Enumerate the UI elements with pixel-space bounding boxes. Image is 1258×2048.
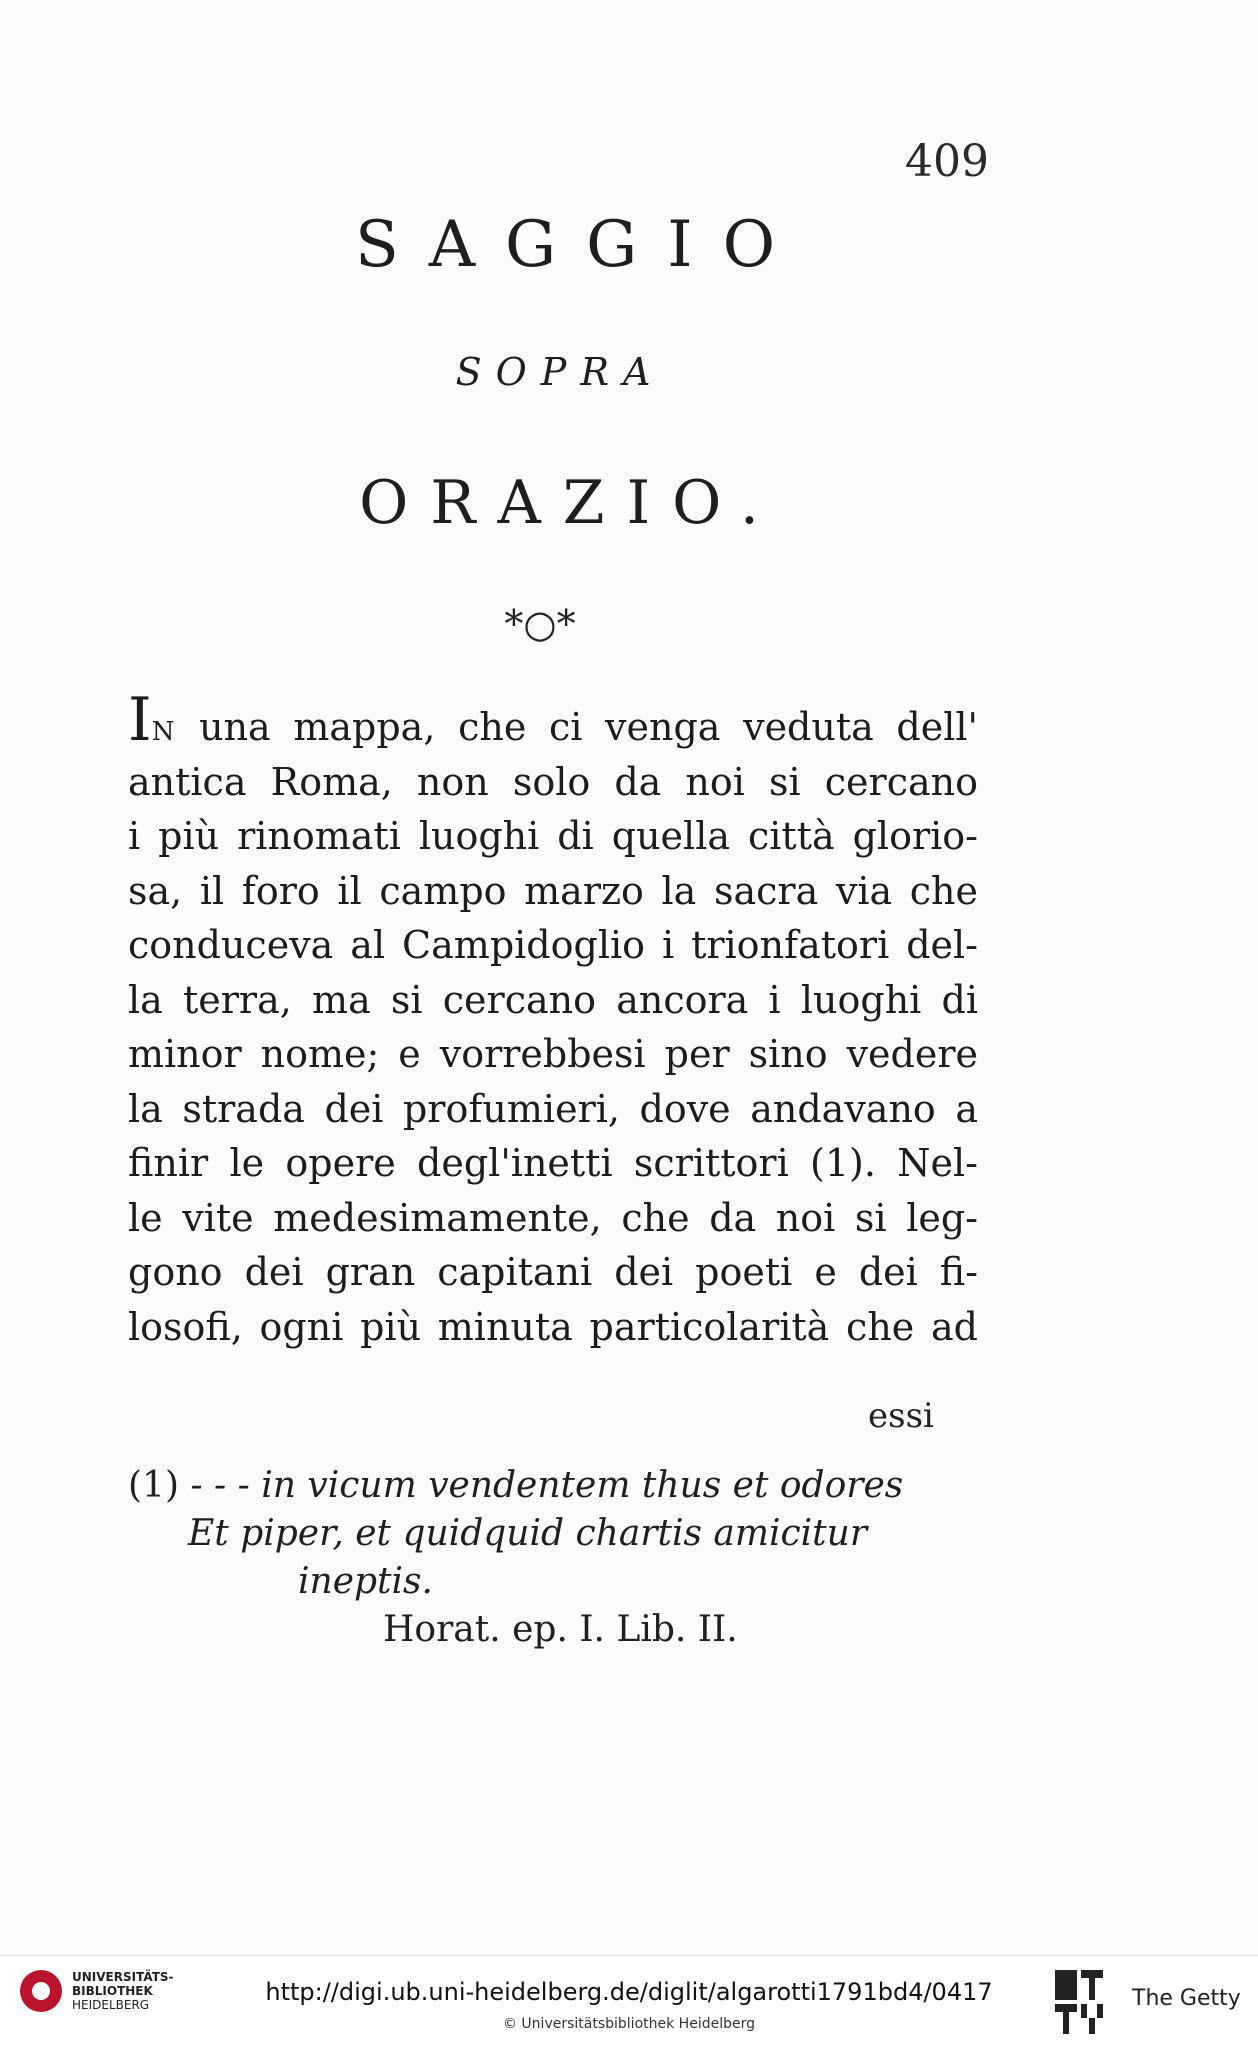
catchword: essi: [868, 1396, 934, 1436]
footnote: [128, 1462, 978, 1654]
body-line: minor nome; e vorrebbesi per sino vedere: [128, 1032, 978, 1076]
footnote-citation: Horat. ep. I. Lib. II.: [383, 1609, 738, 1650]
ornament: *○*: [504, 602, 576, 646]
body-line: antica Roma, non solo da noi si cercano: [128, 759, 978, 804]
getty-label: The Getty: [1132, 1986, 1241, 2011]
body-text: [128, 685, 978, 1354]
body-line: sa, il foro il campo marzo la sacra via che: [128, 868, 978, 913]
body-line: i più rinomati luoghi di quella città glorio-: [128, 814, 978, 858]
copyright-notice: © Universitätsbibliothek Heidelberg: [502, 2016, 755, 2032]
footnote-line: ineptis.: [298, 1561, 433, 1602]
title-sopra: SOPRA: [455, 350, 665, 394]
body-line: gono dei gran capitani dei poeti e dei fi-: [128, 1250, 978, 1294]
footnote-marker: (1): [128, 1465, 179, 1506]
drop-cap: I: [128, 685, 152, 755]
getty-logo-icon[interactable]: [1055, 1970, 1105, 2034]
body-line: finir le opere degl'inetti scrittori (1). Nel-: [128, 1141, 978, 1185]
body-line: le vite medesimamente, che da noi si leg-: [128, 1195, 978, 1240]
footnote-line: Et piper, et quidquid chartis amicitur: [188, 1513, 868, 1554]
university-library-logo[interactable]: UNIVERSITÄTS- BIBLIOTHEK HEIDELBERG: [20, 1970, 174, 2012]
body-line: conduceva al Campidoglio i trionfatori del-: [128, 923, 978, 967]
body-line: losofi, ogni più minuta particolarità che ad: [128, 1304, 978, 1349]
body-line: la terra, ma si cercano ancora i luoghi di: [128, 977, 978, 1022]
body-line: IN una mappa, che ci venga veduta dell': [128, 685, 978, 755]
permalink-url[interactable]: http://digi.ub.uni-heidelberg.de/diglit/algarotti1791bd4/0417: [265, 1978, 993, 2006]
footnote-line: (1) - - - in vicum vendentem thus et odores: [128, 1465, 904, 1506]
title-orazio: ORAZIO.: [359, 468, 781, 538]
title-saggio: SAGGIO: [354, 208, 806, 282]
footer-bar: [0, 1955, 1258, 2048]
body-line: la strada dei profumieri, dove andavano a: [128, 1086, 978, 1131]
small-cap: N: [151, 717, 177, 747]
page-number: 409: [905, 136, 989, 187]
